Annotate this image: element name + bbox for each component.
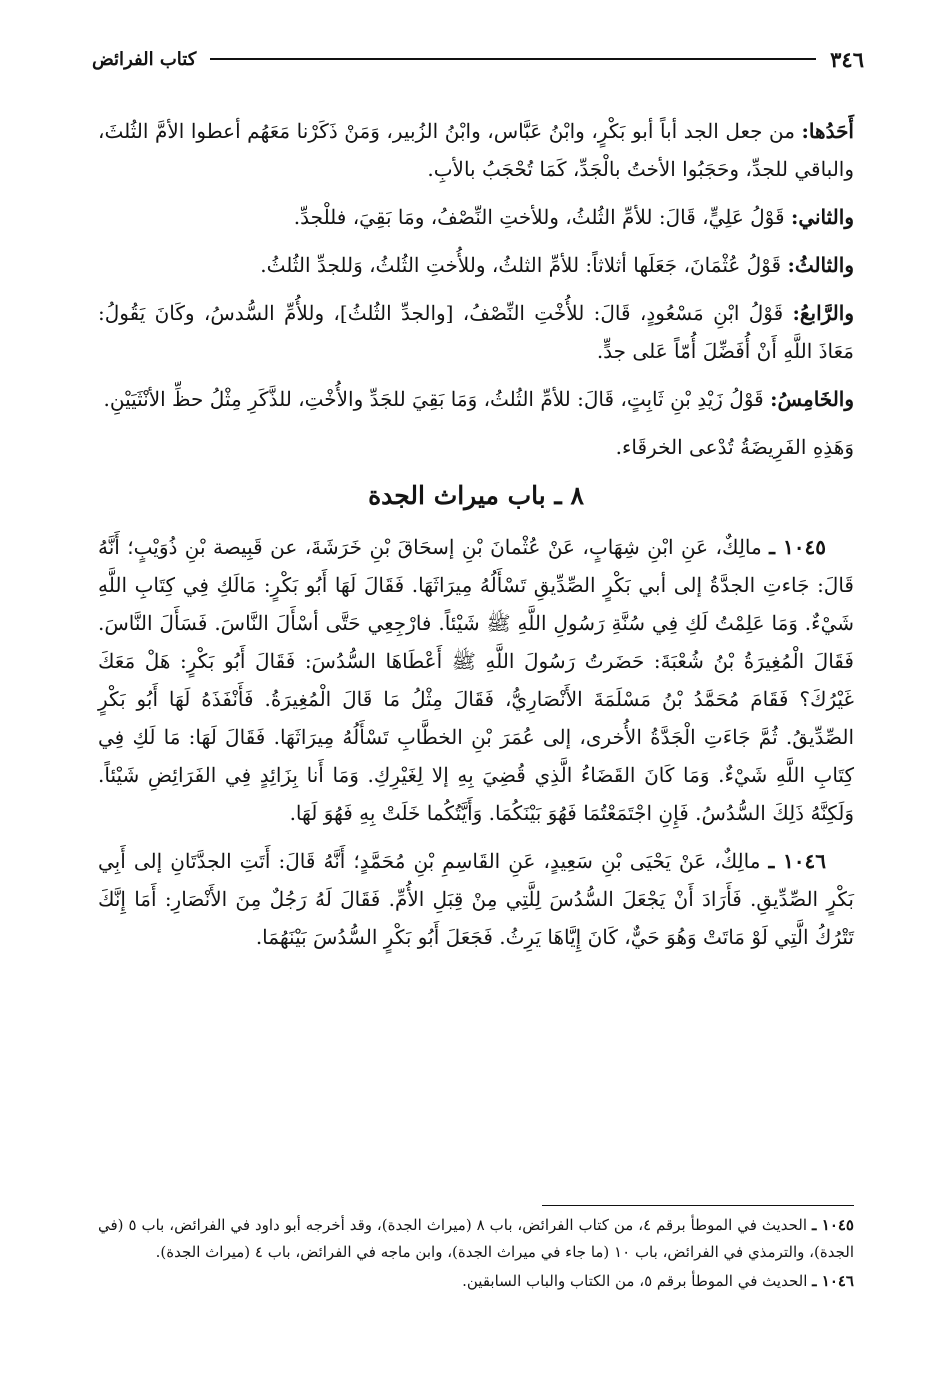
opinion-text: قَوْلُ عُثْمَانَ، جَعَلَها أثلاثاً: للأمِّ الثلثُ، وللأُختِ الثُلثُ، وَللجدِّ الثُلثُ. <box>260 253 788 277</box>
footnote <box>98 1212 854 1266</box>
section-heading: ٨ ـ باب ميراث الجدة <box>368 481 584 510</box>
closing-line: وَهَذِهِ الفَرِيضَةُ تُدْعى الخرقَاء. <box>615 435 854 459</box>
opinion-lead: والثالثُ: <box>787 253 854 277</box>
opinion-text: قَوْلُ زَيْدِ بْنِ ثَابِتٍ، قَالَ: للأمِّ الثُلثُ، وَمَا بَقِيَ للجَدِّ والأُخْتِ، للذَّكَرِ مِثْلُ حظِّ الأنْثَيَيْنِ. <box>103 387 771 411</box>
opinion-lead: أَحَدُها: <box>801 119 854 143</box>
page-number: ٣٤٦ <box>830 46 864 72</box>
hadith-paragraph <box>98 842 854 956</box>
hadith-paragraph <box>98 528 854 832</box>
hadith-text: مالِكٌ، عَنْ يَحْيَى بْنِ سَعِيدٍ، عَنِ القَاسِمِ بْنِ مُحَمَّدٍ؛ أَنَّهُ قَالَ: أَتَتِ الجدَّتَانِ إلى أَبِي بَكْرٍ الصِّدِّيقِ. فَأَرَادَ أَنْ يَجْعَلَ السُّدُسَ لِلَّتِي مِنْ قِبَلِ الأُمِّ. فَقَالَ لَهُ رَجُلٌ مِنَ الأَنْصَارِ: أَمَا إِنَّكَ تَتْرُكُ الَّتِي لَوْ مَاتَتْ وَهُوَ حَيٌّ، كَانَ إِيَّاهَا يَرِثُ. فَجَعَلَ أَبُو بَكْرٍ السُّدُسَ بَيْنَهُمَا. <box>98 849 854 949</box>
book-title: كتاب الفرائض <box>92 48 197 70</box>
opinion-lead: والثاني: <box>790 205 854 229</box>
footnote-text: الحديث في الموطأ برقم ٥، من الكتاب والباب السابقين. <box>462 1272 813 1290</box>
footnote-text: الحديث في الموطأ برقم ٤، من كتاب الفرائض، باب ٨ (ميراث الجدة)، وقد أخرجه أبو داود في الفرائض، باب ٥ (في الجدة)، والترمذي في الفرائض، باب ١٠ (ما جاء في ميراث الجدة)، وابن ماجه في الفرائض، باب ٤ (ميراث الجدة). <box>98 1216 854 1261</box>
hadith-number: ١٠٤٥ ـ <box>769 535 826 559</box>
opinion-paragraph <box>98 294 854 370</box>
main-text <box>98 112 854 966</box>
opinion-paragraph <box>98 246 854 284</box>
footnote-number: ١٠٤٦ ـ <box>812 1272 854 1290</box>
footnote-separator <box>542 1205 854 1206</box>
hadith-text: مالِكٌ، عَنِ ابْنِ شِهَابٍ، عَنْ عُثْمانَ بْنِ إسحَاقَ بْنِ خَرَشَةَ، عن قَبِيصة بْنِ ذُوَيْبٍ؛ أَنَّهُ قَالَ: جَاءتِ الجدَّةُ إلى أبي بَكْرٍ الصِّدِّيقِ تَسْأَلُهُ مِيرَاثَهَا. فَقَالَ لَهَا أَبُو بَكْرٍ: مَالَكِ فِي كِتَابِ اللَّهِ شَيْءٌ. وَمَا عَلِمْتُ لَكِ فِي سُنَّةِ رَسُولِ اللَّهِ ﷺ شَيْئاً. فارْجِعِي حَتَّى أسْأَلَ النَّاسَ. فَسَأَلَ النَّاسَ. فَقَالَ الْمُغِيرَةُ بْنُ شُعْبَةَ: حَضَرتُ رَسُولَ اللَّهِ ﷺ أَعْطَاهَا السُّدُسَ: فَقَالَ أَبُو بَكْرٍ: هَلْ مَعَكَ غَيْرُكَ؟ فَقَامَ مُحَمَّدُ بْنُ مَسْلَمَةَ الأَنْصَارِيُّ، فَقَالَ مِثْلُ مَا قَالَ الْمُغِيرَةُ. فَأَنْفَذَهُ لَهَا أَبُو بَكْرٍ الصِّدِّيقُ. ثُمَّ جَاءَتِ الْجَدَّةُ الأُخرى، إلى عُمَرَ بْنِ الخطَّابِ تَسْأَلُهُ مِيرَاثَهَا. فَقَالَ لَهَا: مَا لَكِ فِي كِتَابِ اللَّهِ شَيْءٌ. وَمَا كَانَ القَضَاءُ الَّذِي قُضِيَ بِهِ إلا لِغَيْرِكِ. وَمَا أَنا بِزَائِدٍ فِي الفَرَائِضِ شَيْئاً. وَلَكِنَّهُ ذَلِكَ السُّدُسُ. فَإِنِ اجْتَمَعْتُمَا فَهُوَ بَيْنَكُمَا. وَأَيَّتُكُما خَلَتْ بِهِ فَهُوَ لَهَا. <box>98 535 855 825</box>
footnote <box>98 1268 854 1295</box>
opinion-lead: والخَامِسُ: <box>770 387 854 411</box>
footnote-number: ١٠٤٥ ـ <box>811 1216 854 1234</box>
opinion-lead: والرَّابعُ: <box>792 301 854 325</box>
opinion-text: قَوْلُ عَلِيٍّ، قَالَ: للأمِّ الثُلثُ، وللأختِ النِّصْفُ، ومَا بَقِيَ، فللْجدِّ. <box>293 205 791 229</box>
opinion-paragraph <box>98 112 854 188</box>
header-rule <box>210 58 816 60</box>
page-header <box>92 42 864 76</box>
opinion-text: قَوْلُ ابْنِ مَسْعُودٍ، قَالَ: للأُخْتِ النِّصْفُ، [والجدِّ الثُلثُ]، وللأُمِّ السُّدسُ، وكَانَ يَقُولُ: مَعَاذَ اللَّهِ أَنْ أُفَضِّلَ أُمّاً عَلى جدٍّ. <box>98 301 854 363</box>
opinion-text: من جعل الجد أباً أبو بَكْرٍ، وابْنُ عَبَّاس، وابْنُ الزُبير، وَمَنْ ذَكَرْنا مَعَهُم أعطوا الأمَّ الثُلثَ، والباقي للجدِّ، وحَجَبُوا الأختُ بالْجَدِّ، كَمَا تُحْجَبُ بالأبِ. <box>98 119 854 181</box>
footnotes <box>98 1212 854 1297</box>
opinion-paragraph <box>98 198 854 236</box>
hadith-number: ١٠٤٦ ـ <box>768 849 826 873</box>
opinion-paragraph <box>98 380 854 418</box>
